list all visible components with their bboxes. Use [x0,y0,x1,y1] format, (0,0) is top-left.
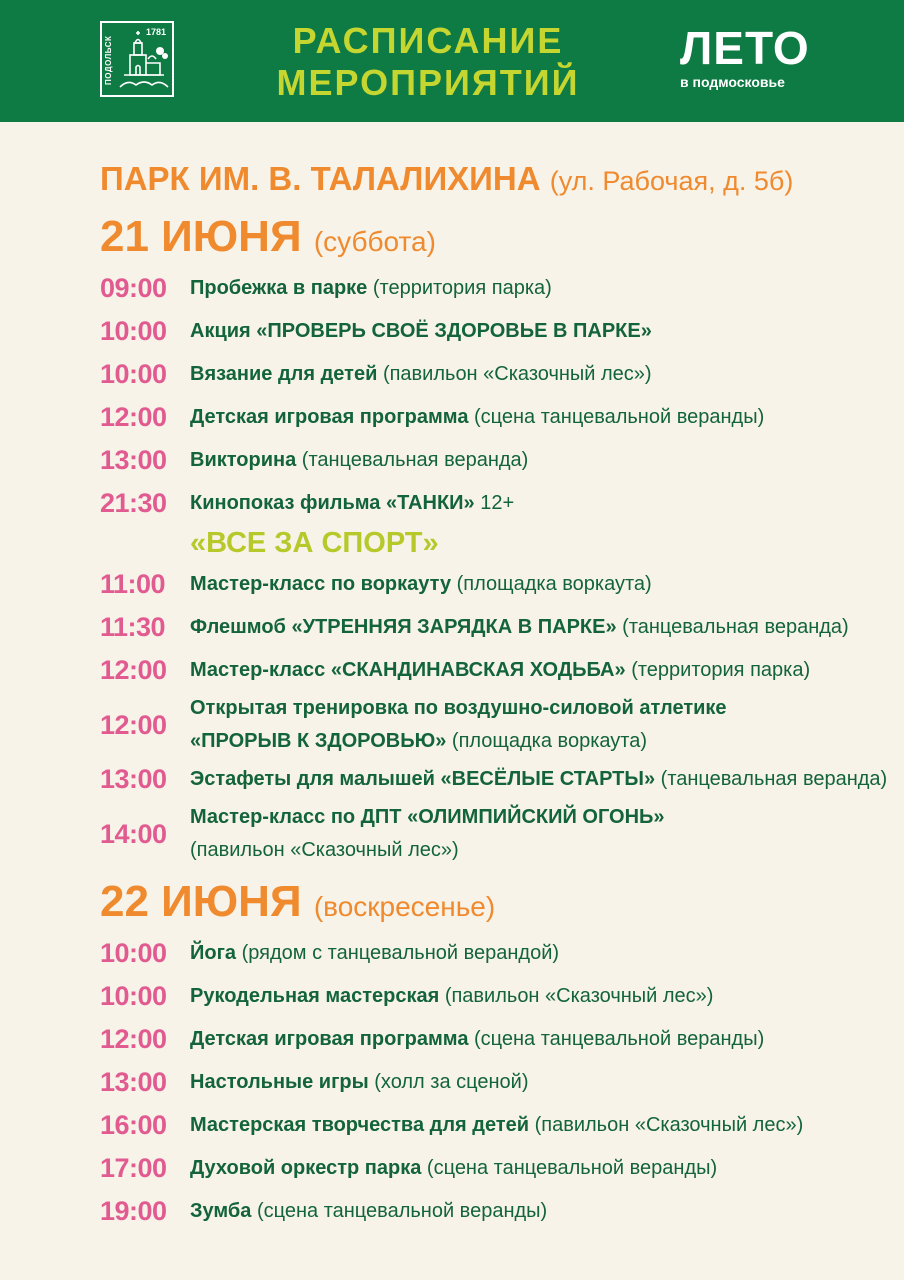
event-time: 10:00 [100,938,167,968]
crest-year-text: 1781 [145,27,166,37]
event-description [190,1023,764,1056]
park-heading [100,152,900,208]
event-name: Мастер-класс по ДПТ «ОЛИМПИЙСКИЙ ОГОНЬ» [190,806,665,828]
event-location: (павильон «Сказочный лес») [444,985,714,1007]
event-time: 13:00 [100,1067,167,1097]
event-description [190,937,559,970]
event-time: 11:30 [100,612,166,642]
event-name: Зумба [190,1200,252,1222]
event-location: (танцевальная веранда) [301,449,529,471]
event-time: 12:00 [100,1024,167,1054]
park-address: (ул. Рабочая, д. 5б) [549,166,794,196]
day-date: 21 ИЮНЯ [100,212,302,261]
event-description [190,568,652,601]
event-time: 12:00 [100,402,167,432]
event-time: 10:00 [100,981,167,1011]
event-row [100,439,900,482]
event-row [100,1061,900,1104]
event-row [100,1147,900,1190]
event-name: Викторина [190,449,297,471]
event-row [100,1190,900,1233]
event-time: 14:00 [100,818,167,849]
event-row [100,801,900,867]
event-time: 13:00 [100,445,167,475]
event-row [100,975,900,1018]
event-description [190,763,887,796]
leto-brand-subtitle: в подмосковье [680,74,785,90]
event-description [190,444,528,477]
day2-event-list [100,932,900,1233]
event-description [190,315,652,348]
city-crest-logo [100,21,174,97]
event-location: (танцевальная веранда) [660,768,888,790]
event-name: Вязание для детей [190,363,378,385]
title-line-1: РАСПИСАНИЕ [292,20,564,61]
event-location: (танцевальная веранда) [622,616,849,638]
event-name: Настольные игры [190,1071,369,1093]
event-row [100,758,900,801]
event-location: (территория парка) [631,659,811,681]
event-description [190,487,514,520]
event-name: Флешмоб «УТРЕННЯЯ ЗАРЯДКА В ПАРКЕ» [190,616,617,638]
event-name: Рукодельная мастерская [190,985,440,1007]
event-time: 09:00 [100,273,167,303]
event-time: 21:30 [100,488,167,518]
event-row [100,649,900,692]
event-name: Эстафеты для малышей «ВЕСЁЛЫЕ СТАРТЫ» [190,768,656,790]
event-time: 16:00 [100,1110,167,1140]
sport-event-list [100,563,900,867]
event-description [190,401,764,434]
event-name: Детская игровая программа [190,1028,469,1050]
event-description [190,272,552,305]
park-name: ПАРК ИМ. В. ТАЛАЛИХИНА [100,160,541,197]
schedule-content [100,152,900,1233]
event-row [100,932,900,975]
event-name: Акция «ПРОВЕРЬ СВОЁ ЗДОРОВЬЕ В ПАРКЕ» [190,320,652,342]
day-weekday: (суббота) [313,226,436,257]
day-heading [100,877,900,932]
event-name: Мастерская творчества для детей [190,1114,530,1136]
day-date: 22 ИЮНЯ [100,877,302,926]
event-description [190,654,810,687]
event-row [100,606,900,649]
event-description [190,692,727,758]
schedule-title [240,20,616,104]
event-location: (сцена танцевальной веранды) [256,1200,548,1222]
event-location: (сцена танцевальной веранды) [474,406,765,428]
event-name: Пробежка в парке [190,277,368,299]
event-description [190,358,652,391]
event-location: (площадка воркаута) [451,730,647,752]
event-time: 10:00 [100,359,167,389]
event-location: (сцена танцевальной веранды) [426,1157,718,1179]
event-row [100,267,900,310]
event-name: Открытая тренировка по воздушно-силовой атлетике [190,697,727,719]
event-location: (павильон «Сказочный лес») [534,1114,804,1136]
event-name: Духовой оркестр парка [190,1157,422,1179]
event-description [190,1066,528,1099]
event-row [100,310,900,353]
event-row [100,1104,900,1147]
event-location: (павильон «Сказочный лес») [382,363,652,385]
event-time: 11:00 [100,569,166,599]
event-row [100,692,900,758]
day-heading [100,212,900,267]
church-icon [116,29,172,93]
crest-city-text: ПОДОЛЬСК [104,35,113,85]
event-time: 10:00 [100,316,167,346]
day-weekday: (воскресенье) [313,891,496,922]
event-time: 17:00 [100,1153,167,1183]
event-row [100,353,900,396]
event-time: 12:00 [100,655,167,685]
event-location: (павильон «Сказочный лес») [190,839,459,861]
day1-event-list [100,267,900,525]
event-row [100,396,900,439]
event-name: Мастер-класс «СКАНДИНАВСКАЯ ХОДЬБА» [190,659,626,681]
event-description [190,1152,717,1185]
event-description [190,611,849,644]
sport-section-heading: «ВСЕ ЗА СПОРТ» [190,527,439,559]
event-location: (территория парка) [372,277,552,299]
event-age-rating: 12+ [480,492,515,514]
event-time: 12:00 [100,709,167,740]
event-location: (рядом с танцевальной верандой) [241,942,560,964]
event-row [100,1018,900,1061]
event-description [190,1109,803,1142]
event-description [190,801,665,867]
event-time: 19:00 [100,1196,167,1226]
event-location: (площадка воркаута) [456,573,652,595]
event-name: Йога [190,942,237,964]
event-name: Мастер-класс по воркауту [190,573,452,595]
event-row [100,563,900,606]
event-name: Кинопоказ фильма «ТАНКИ» [190,492,475,514]
event-description [190,1195,547,1228]
event-name-line2: «ПРОРЫВ К ЗДОРОВЬЮ» [190,730,447,752]
event-location: (сцена танцевальной веранды) [474,1028,765,1050]
event-time: 13:00 [100,764,167,794]
leto-brand-logo [680,24,840,90]
event-description [190,980,713,1013]
event-name: Детская игровая программа [190,406,469,428]
header-band [0,0,904,122]
event-row [100,482,900,525]
title-line-2: МЕРОПРИЯТИЙ [276,62,580,103]
event-location: (холл за сценой) [374,1071,529,1093]
leto-brand-word: ЛЕТО [680,22,810,74]
